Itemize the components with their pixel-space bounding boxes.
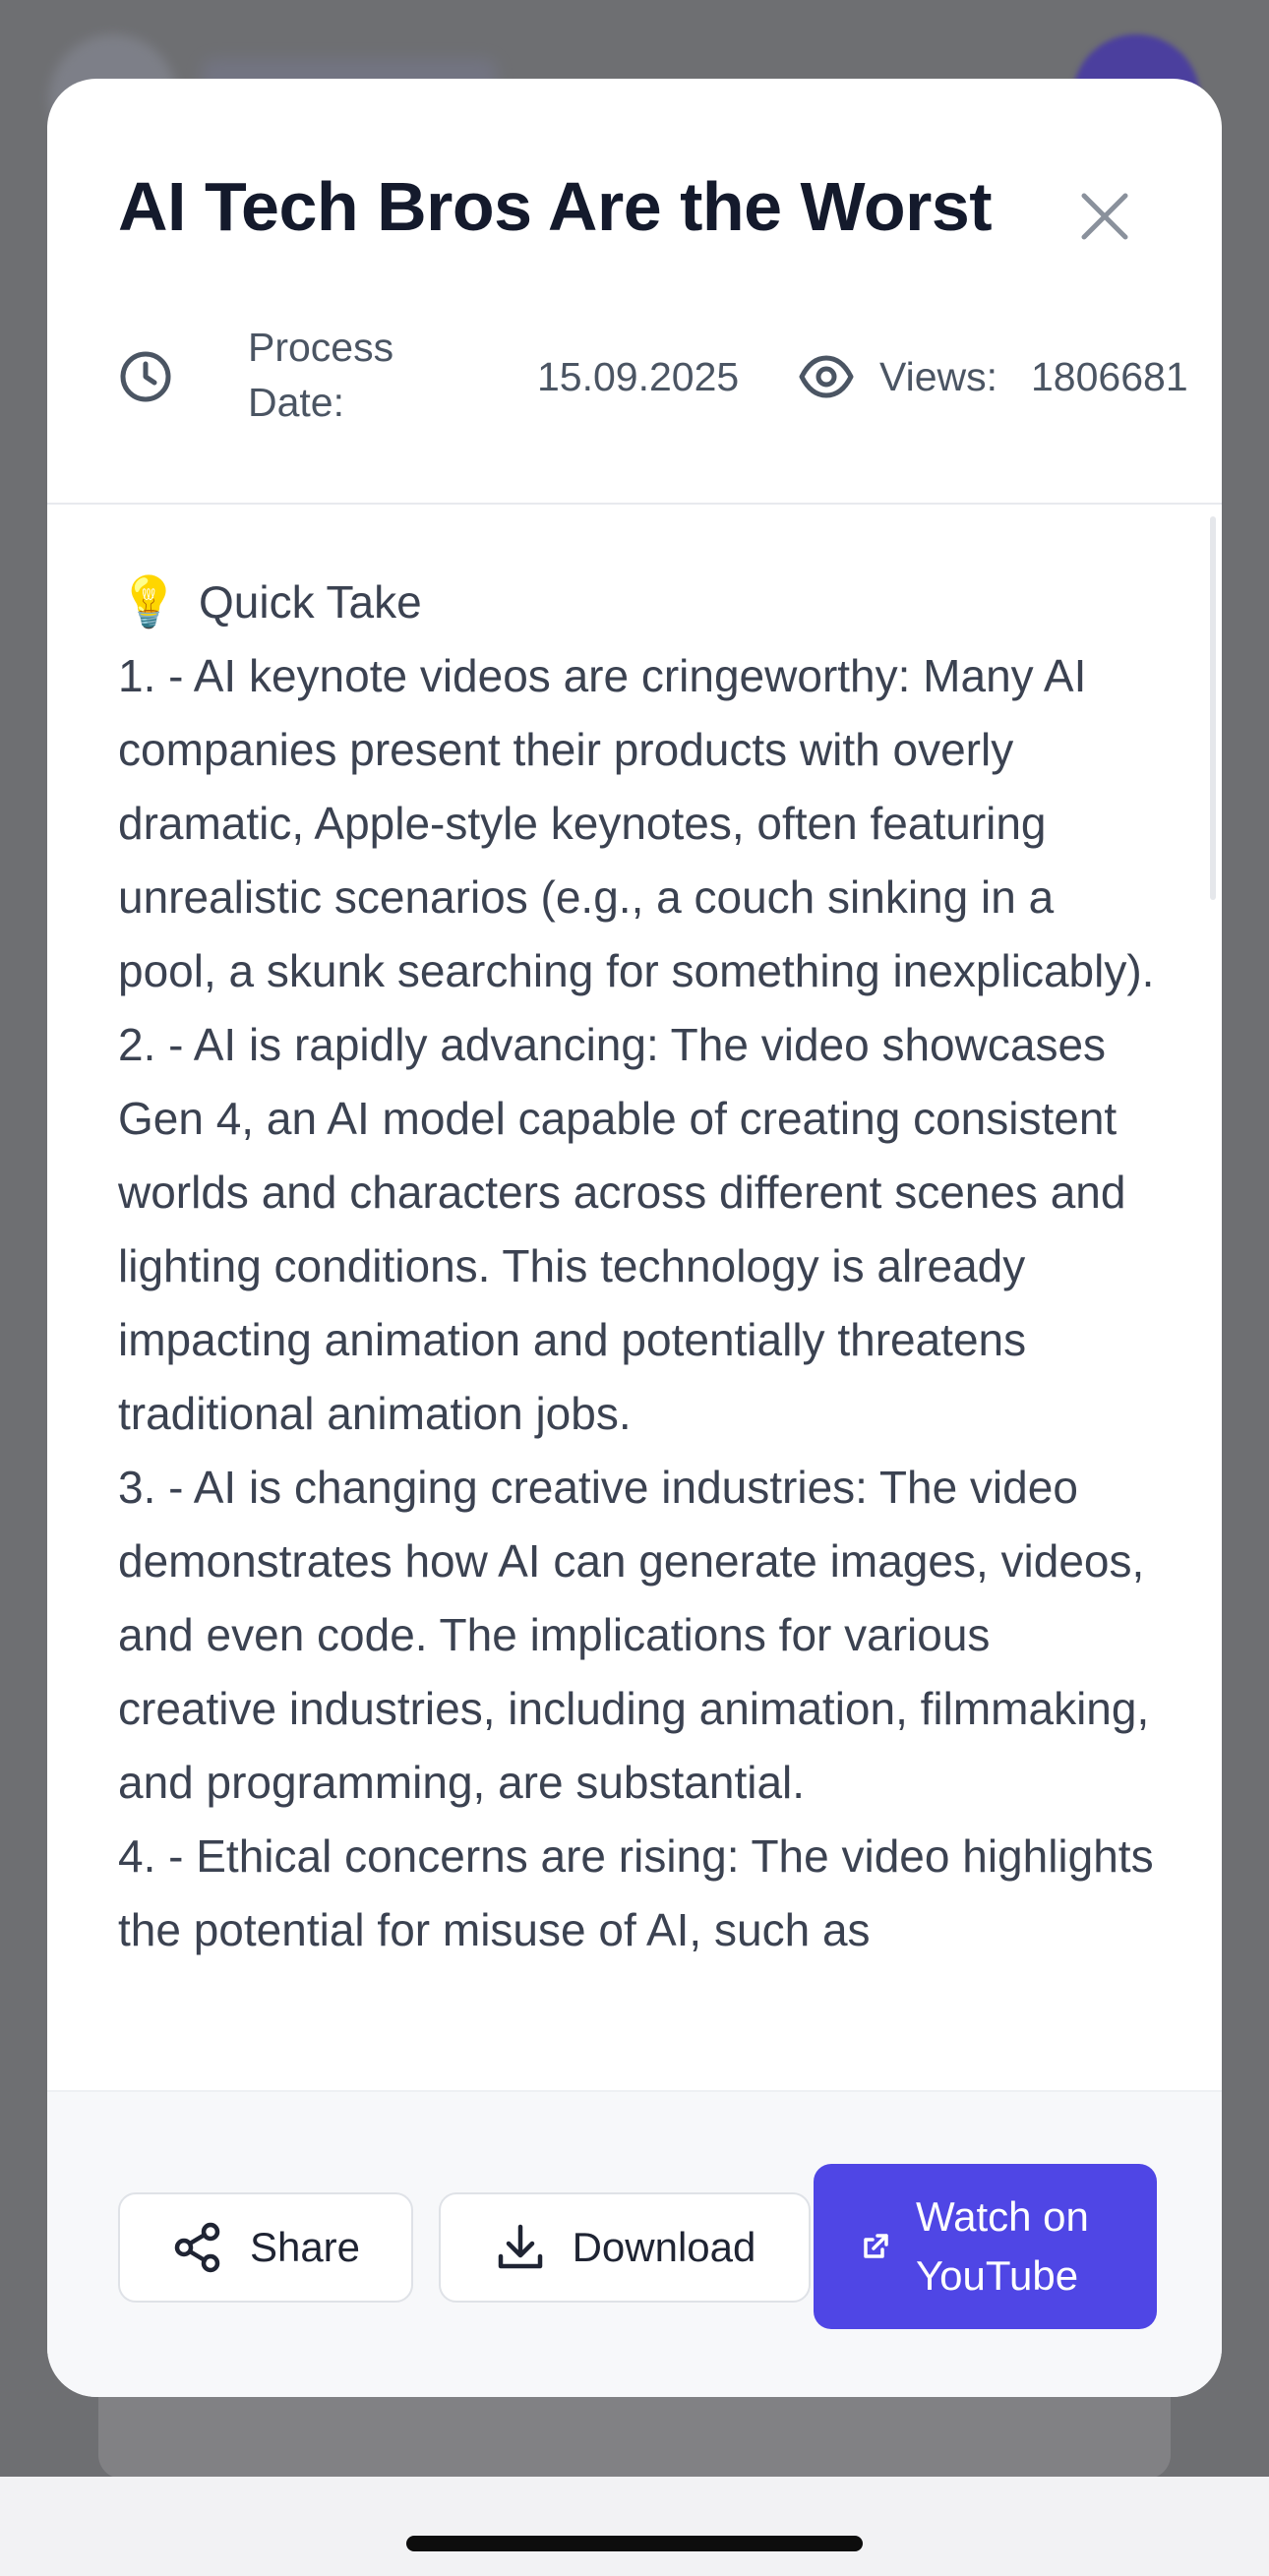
download-icon [494, 2221, 547, 2274]
quick-take-point: 1. - AI keynote videos are cringeworthy: Many AI companies present their products with overly dramatic, Apple-style keynotes, often featuring unrealistic scenarios (e.g., a couch sinking in a pool, a skunk searching for something inexplicably). [118, 650, 1155, 996]
home-indicator-area [0, 2477, 1269, 2576]
views-label: Views: [879, 354, 998, 399]
quick-take-point: 4. - Ethical concerns are rising: The video highlights the potential for misuse of AI, such as [118, 1830, 1154, 1955]
lightbulb-icon: 💡 [118, 574, 180, 629]
quick-take-point: 2. - AI is rapidly advancing: The video showcases Gen 4, an AI model capable of creating consistent worlds and characters across different scenes and lighting conditions. This technology is already impacting animation and potentially threatens traditional animation jobs. [118, 1019, 1126, 1439]
share-label: Share [249, 2224, 361, 2270]
x-icon [1078, 190, 1131, 243]
watch-on-youtube-label: Watch on YouTube [916, 2193, 1089, 2299]
meta-row [118, 320, 1188, 438]
download-button[interactable] [439, 2192, 811, 2303]
views-value: 1806681 [1031, 354, 1188, 399]
close-button[interactable] [1060, 172, 1149, 261]
quick-take-heading [118, 566, 1161, 639]
process-date-label: Process Date: [248, 325, 394, 425]
video-details-modal [47, 79, 1222, 2397]
quick-take-point: 3. - AI is changing creative industries: The video demonstrates how AI can generate images, videos, and even code. The implications for various creative industries, including animation, filmmaking, and programming, are substantial. [118, 1462, 1150, 1808]
quick-take-text [118, 566, 1161, 1967]
watch-on-youtube-button[interactable] [814, 2164, 1157, 2329]
modal-footer [47, 2090, 1222, 2397]
clock-icon [118, 349, 173, 404]
share-button[interactable] [118, 2192, 413, 2303]
quick-take-content[interactable] [47, 507, 1222, 2169]
quick-take-title: Quick Take [199, 576, 422, 628]
process-date-value: 15.09.2025 [537, 354, 740, 399]
external-link-icon [861, 2232, 890, 2261]
eye-icon [799, 349, 854, 404]
home-indicator[interactable] [406, 2536, 863, 2551]
modal-title: AI Tech Bros Are the Worst [118, 168, 993, 245]
content-scrollbar[interactable] [1210, 516, 1216, 900]
download-label: Download [572, 2224, 756, 2270]
modal-header [47, 79, 1222, 505]
share-icon [171, 2221, 224, 2274]
